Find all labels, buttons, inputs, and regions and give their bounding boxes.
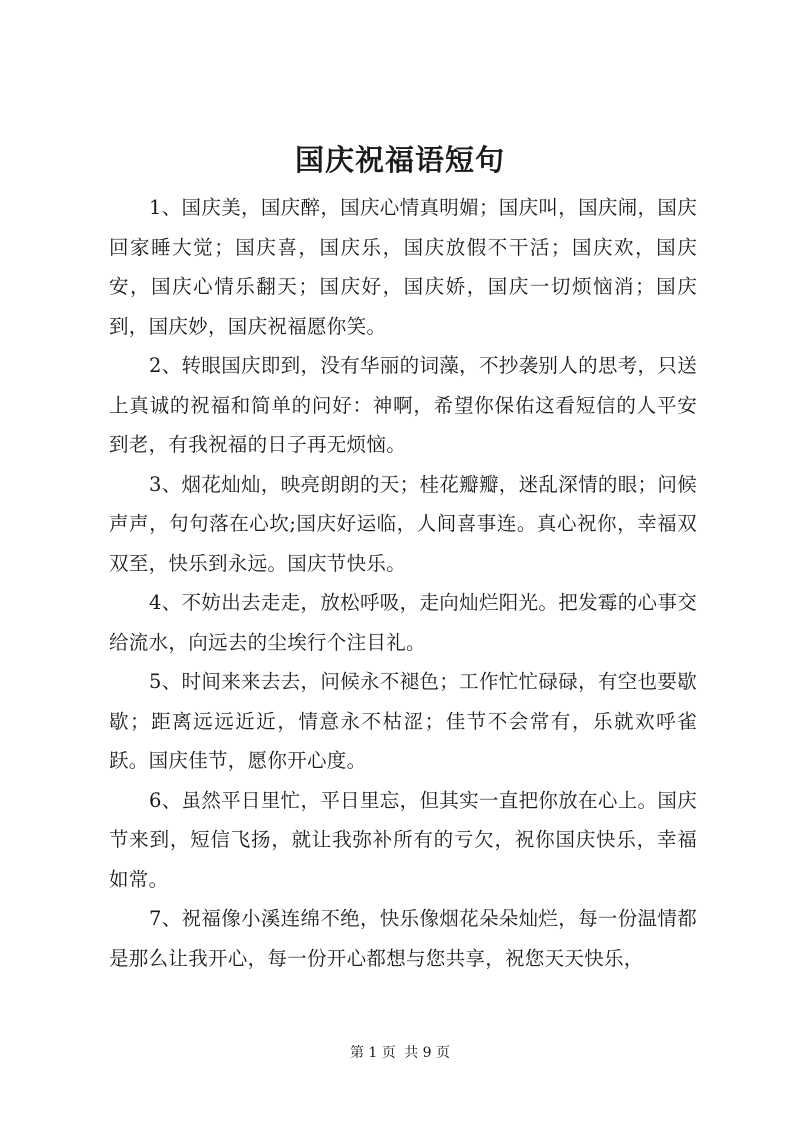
paragraph-4: 4、不妨出去走走，放松呼吸，走向灿烂阳光。把发霉的心事交给流水，向远去的尘埃行个注目礼。 [109,591,697,654]
paragraph-2: 2、转眼国庆即到，没有华丽的词藻，不抄袭别人的思考，只送上真诚的祝福和简单的问好：神啊，希望你保佑这看短信的人平安到老，有我祝福的日子再无烦恼。 [109,354,697,456]
paragraph-7: 7、祝福像小溪连绵不绝，快乐像烟花朵朵灿烂，每一份温情都是那么让我开心，每一份开心都想与您共享，祝您天天快乐， [109,907,697,970]
document-body [109,188,697,978]
page-total: 共 9 页 [404,1045,451,1061]
paragraph-3: 3、烟花灿灿，映亮朗朗的天；桂花瓣瓣，迷乱深情的眼；问候声声，句句落在心坎;国庆好运临，人间喜事连。真心祝你，幸福双双至，快乐到永远。国庆节快乐。 [109,472,697,575]
page-number: 第 1 页 [349,1045,396,1061]
paragraph-6: 6、虽然平日里忙，平日里忘，但其实一直把你放在心上。国庆节来到，短信飞扬，就让我弥补所有的亏欠，祝你国庆快乐，幸福如常。 [109,788,697,891]
paragraph-5: 5、时间来来去去，问候永不褪色；工作忙忙碌碌，有空也要歇歇；距离远远近近，情意永不枯涩；佳节不会常有，乐就欢呼雀跃。国庆佳节，愿你开心度。 [109,670,697,772]
page-footer [0,1043,800,1063]
document-title: 国庆祝福语短句 [294,143,505,177]
paragraph-1: 1、国庆美，国庆醉，国庆心情真明媚；国庆叫，国庆闹，国庆回家睡大觉；国庆喜，国庆乐，国庆放假不干活；国庆欢，国庆安，国庆心情乐翻天；国庆好，国庆娇，国庆一切烦恼消；国庆到，国庆妙，国庆祝福愿你笑。 [109,196,697,338]
